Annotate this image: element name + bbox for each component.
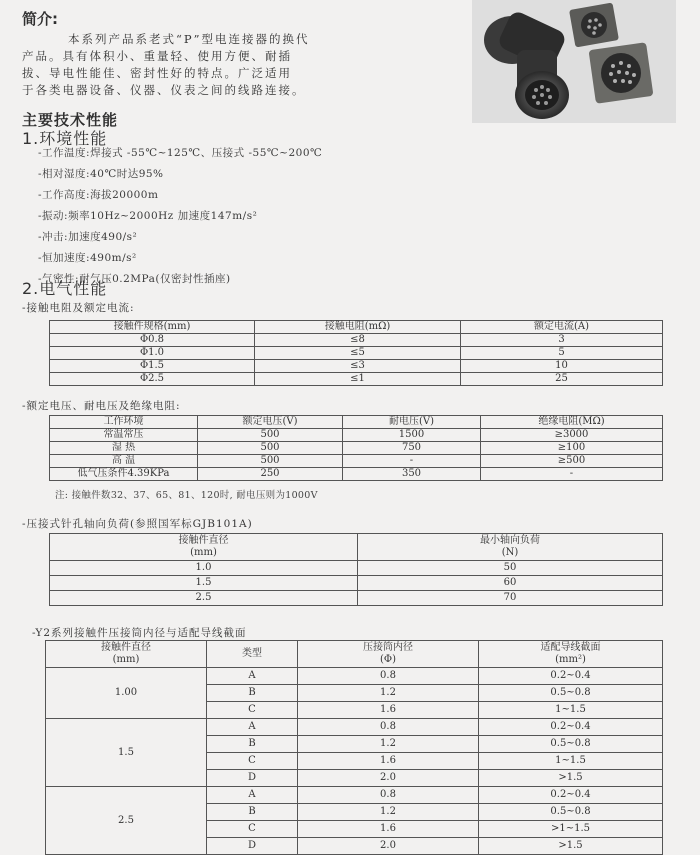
table-header: 接触件规格(mm) <box>50 321 255 334</box>
table-header <box>46 641 207 668</box>
header-line: 适配导线截面 <box>540 642 601 653</box>
table-cell: 0.2~0.4 <box>479 787 663 804</box>
table-cell: 0.5~0.8 <box>479 736 663 753</box>
table-cell: 0.5~0.8 <box>479 804 663 821</box>
intro-line: 本系列产品系老式“P”型电连接器的换代 <box>68 32 310 46</box>
table-header <box>50 534 358 561</box>
table-cell: - <box>481 468 663 481</box>
table-cell: ≥3000 <box>481 429 663 442</box>
table-row <box>50 429 663 442</box>
table-cell: ≤5 <box>255 347 461 360</box>
table-header: 耐电压(V) <box>343 416 481 429</box>
table-cell: 0.8 <box>298 668 479 685</box>
header-unit: (Φ) <box>379 654 396 665</box>
table-cell: 1.5 <box>50 576 358 591</box>
contact-resistance-table <box>49 320 663 386</box>
main-title: 主要技术性能 <box>22 111 119 129</box>
voltage-table <box>49 415 663 481</box>
intro-line: 产品。具有体积小、重量轻、使用方便、耐插 <box>22 49 292 63</box>
elec-heading: 2.电气性能 <box>22 279 108 298</box>
table-cell: 1.0 <box>50 561 358 576</box>
table-header <box>479 641 663 668</box>
table-row <box>46 668 663 685</box>
table-header: 工作环境 <box>50 416 198 429</box>
table-cell: 0.8 <box>298 787 479 804</box>
table-cell: B <box>207 804 298 821</box>
table-cell: A <box>207 787 298 804</box>
table-cell: 500 <box>198 442 343 455</box>
table-cell: C <box>207 753 298 770</box>
env-spec-item: -冲击:加速度490/s² <box>38 231 138 243</box>
table-row <box>50 561 663 576</box>
table-header <box>358 534 663 561</box>
table-header-row <box>50 416 663 429</box>
table-cell: 湿 热 <box>50 442 198 455</box>
table-cell: 1.6 <box>298 753 479 770</box>
diameter-cell: 1.5 <box>46 719 207 787</box>
table-cell: 750 <box>343 442 481 455</box>
intro-title: 简介: <box>22 10 58 28</box>
table-cell: ≥500 <box>481 455 663 468</box>
table-cell: 0.5~0.8 <box>479 685 663 702</box>
table-row <box>46 787 663 804</box>
table-row <box>50 442 663 455</box>
table-cell: ≤8 <box>255 334 461 347</box>
table-header: 额定电压(V) <box>198 416 343 429</box>
header-line: 压接筒内径 <box>363 642 413 653</box>
table-cell: 1500 <box>343 429 481 442</box>
table-cell: A <box>207 668 298 685</box>
header-unit: (mm²) <box>555 654 586 665</box>
table-row <box>50 334 663 347</box>
connector-photo <box>472 0 676 123</box>
table-cell: 1.6 <box>298 821 479 838</box>
table-header: 额定电流(A) <box>461 321 663 334</box>
env-spec-item: -工作高度:海拔20000m <box>38 189 159 201</box>
axial-load-table <box>49 533 663 606</box>
table-cell: Φ1.0 <box>50 347 255 360</box>
table-cell: ≥100 <box>481 442 663 455</box>
table-header <box>298 641 479 668</box>
table-cell: 5 <box>461 347 663 360</box>
table-cell: A <box>207 719 298 736</box>
table-cell: ≤1 <box>255 373 461 386</box>
env-spec-item: -气密性:耐气压0.2MPa(仅密封性插座) <box>38 273 231 285</box>
table-cell: D <box>207 838 298 855</box>
table-cell: C <box>207 702 298 719</box>
table-cell: 常温常压 <box>50 429 198 442</box>
y2-label: -Y2系列接触件压接筒内径与适配导线截面 <box>32 627 247 639</box>
table-cell: 2.0 <box>298 770 479 787</box>
table-header: 类型 <box>207 641 298 668</box>
table-header-row <box>50 321 663 334</box>
table-cell: 1~1.5 <box>479 702 663 719</box>
table-cell: 250 <box>198 468 343 481</box>
table-row <box>50 576 663 591</box>
header-unit: (mm) <box>190 547 217 558</box>
table-cell: 低气压条件4.39KPa <box>50 468 198 481</box>
table-cell: >1~1.5 <box>479 821 663 838</box>
table-cell: 1.2 <box>298 685 479 702</box>
table-cell: 60 <box>358 576 663 591</box>
table-cell: B <box>207 685 298 702</box>
env-spec-item: -振动:频率10Hz~2000Hz 加速度147m/s² <box>38 210 258 222</box>
header-line: 接触件直径 <box>101 642 151 653</box>
header-unit: (N) <box>501 547 519 558</box>
table-cell: 高 温 <box>50 455 198 468</box>
intro-line: 拔、导电性能佳、密封性好的特点。广泛适用 <box>22 66 292 80</box>
table-row <box>46 719 663 736</box>
table-cell: 2.0 <box>298 838 479 855</box>
table-row <box>50 373 663 386</box>
table-cell: 70 <box>358 591 663 606</box>
env-spec-item: -工作温度:焊接式 -55℃~125℃、压接式 -55℃~200℃ <box>38 147 323 159</box>
table-cell: >1.5 <box>479 770 663 787</box>
table-cell: 500 <box>198 455 343 468</box>
table-cell: 0.2~0.4 <box>479 668 663 685</box>
header-line: 最小轴向负荷 <box>480 535 540 546</box>
header-line: 接触件直径 <box>178 535 229 546</box>
table-cell: 0.2~0.4 <box>479 719 663 736</box>
env-spec-list <box>38 143 478 290</box>
intro-line: 于各类电器设备、仪器、仪表之间的线路连接。 <box>22 83 306 97</box>
table-cell: 350 <box>343 468 481 481</box>
table-cell: - <box>343 455 481 468</box>
table-cell: C <box>207 821 298 838</box>
contact-resistance-label: -接触电阻及额定电流: <box>22 302 135 314</box>
y2-crimp-table <box>45 640 663 855</box>
axial-load-label: -压接式针孔轴向负荷(参照国军标GJB101A) <box>22 518 253 530</box>
table-cell: 25 <box>461 373 663 386</box>
table-row <box>50 360 663 373</box>
table-cell: B <box>207 736 298 753</box>
table-cell: Φ1.5 <box>50 360 255 373</box>
table-cell: Φ2.5 <box>50 373 255 386</box>
env-spec-item: -相对湿度:40℃时达95% <box>38 168 164 180</box>
table-cell: 500 <box>198 429 343 442</box>
intro-text <box>22 31 342 99</box>
table-cell: 3 <box>461 334 663 347</box>
table-header-row <box>50 534 663 561</box>
table-cell: 1.6 <box>298 702 479 719</box>
header-unit: (mm) <box>112 654 140 665</box>
table-cell: >1.5 <box>479 838 663 855</box>
table-cell: 1.2 <box>298 804 479 821</box>
table-cell: 2.5 <box>50 591 358 606</box>
table-header-row <box>46 641 663 668</box>
diameter-cell: 2.5 <box>46 787 207 855</box>
table-cell: 50 <box>358 561 663 576</box>
table-cell: 1~1.5 <box>479 753 663 770</box>
table-row <box>50 347 663 360</box>
table-row <box>50 455 663 468</box>
env-spec-item: -恒加速度:490m/s² <box>38 252 137 264</box>
voltage-label: -额定电压、耐电压及绝缘电阻: <box>22 400 181 412</box>
table-header: 绝缘电阻(MΩ) <box>481 416 663 429</box>
table-header: 接触电阻(mΩ) <box>255 321 461 334</box>
env-heading: 1.环境性能 <box>22 129 108 148</box>
table-cell: 1.2 <box>298 736 479 753</box>
table-cell: D <box>207 770 298 787</box>
table-row <box>50 468 663 481</box>
table-cell: Φ0.8 <box>50 334 255 347</box>
table-cell: 10 <box>461 360 663 373</box>
table-cell: 0.8 <box>298 719 479 736</box>
diameter-cell: 1.00 <box>46 668 207 719</box>
voltage-note: 注: 接触件数32、37、65、81、120时, 耐电压则为1000V <box>55 490 318 501</box>
table-row <box>50 591 663 606</box>
table-cell: ≤3 <box>255 360 461 373</box>
